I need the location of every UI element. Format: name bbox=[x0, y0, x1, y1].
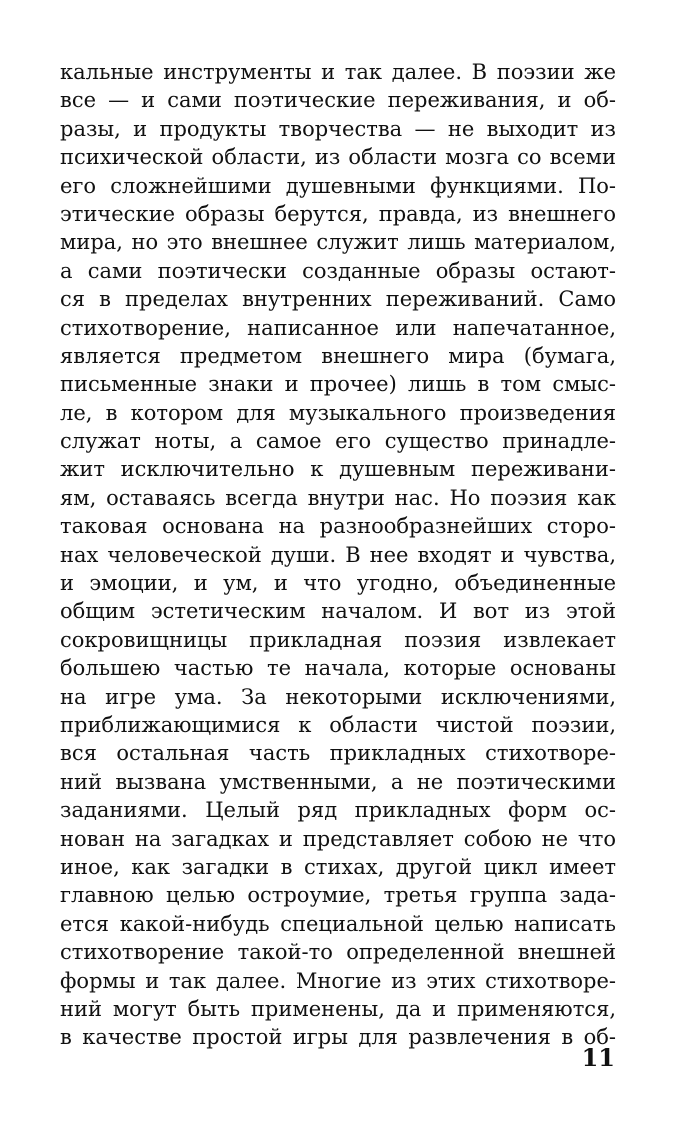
text-line: стихотворение, написанное или напечатанное, bbox=[60, 315, 616, 340]
text-line: ле, в котором для музыкального произведения bbox=[60, 400, 616, 425]
text-line: жит исключительно к душевным переживани- bbox=[60, 457, 616, 482]
text-line: психической области, из области мозга со всеми bbox=[60, 145, 616, 170]
text-line: приближающимися к области чистой поэзии, bbox=[60, 712, 616, 737]
text-line: а сами поэтически созданные образы остают- bbox=[60, 258, 616, 283]
text-line: является предметом внешнего мира (бумага, bbox=[60, 343, 616, 368]
text-line: нован на загадках и представляет собою не что bbox=[60, 826, 616, 851]
text-line: ся в пределах внутренних переживаний. Само bbox=[60, 287, 616, 312]
text-line: нах человеческой души. В нее входят и чувства, bbox=[60, 542, 616, 567]
text-line: сокровищницы прикладная поэзия извлекает bbox=[60, 627, 616, 652]
text-line: этические образы берутся, правда, из внешнего bbox=[60, 201, 616, 226]
text-line: общим эстетическим началом. И вот из этой bbox=[60, 599, 616, 624]
text-line: и эмоции, и ум, и что угодно, объединенные bbox=[60, 571, 616, 596]
text-line: ний могут быть применены, да и применяются, bbox=[60, 996, 616, 1021]
text-line: вся остальная часть прикладных стихотворе- bbox=[60, 741, 616, 766]
text-line: на игре ума. За некоторыми исключениями, bbox=[60, 684, 616, 709]
text-line: большею частью те начала, которые основаны bbox=[60, 656, 616, 681]
text-line: все — и сами поэтические переживания, и об- bbox=[60, 88, 616, 113]
text-line: главною целью остроумие, третья группа зада- bbox=[60, 883, 616, 908]
text-line: письменные знаки и прочее) лишь в том смыс- bbox=[60, 372, 616, 397]
text-line: таковая основана на разнообразнейших сторо- bbox=[60, 514, 616, 539]
body-text bbox=[60, 58, 616, 1052]
text-line: ний вызвана умственными, а не поэтическими bbox=[60, 769, 616, 794]
text-line: его сложнейшими душевными функциями. По- bbox=[60, 173, 616, 198]
page-number: 11 bbox=[581, 1043, 615, 1072]
text-line: ется какой-нибудь специальной целью написать bbox=[60, 911, 616, 936]
text-line: ям, оставаясь всегда внутри нас. Но поэзия как bbox=[60, 485, 616, 510]
text-line: в качестве простой игры для развлечения в об- bbox=[60, 1025, 616, 1050]
text-line: служат ноты, а самое его существо принадле- bbox=[60, 429, 616, 454]
text-line: заданиями. Целый ряд прикладных форм ос- bbox=[60, 798, 616, 823]
text-line: иное, как загадки в стихах, другой цикл имеет bbox=[60, 854, 616, 879]
text-line: стихотворение такой-то определенной внешней bbox=[60, 940, 616, 965]
text-line: кальные инструменты и так далее. В поэзии же bbox=[60, 60, 616, 84]
text-line: разы, и продукты творчества — не выходит из bbox=[60, 116, 616, 141]
text-line: мира, но это внешнее служит лишь материалом, bbox=[60, 230, 616, 255]
text-line: формы и так далее. Многие из этих стихотворе- bbox=[60, 968, 616, 993]
